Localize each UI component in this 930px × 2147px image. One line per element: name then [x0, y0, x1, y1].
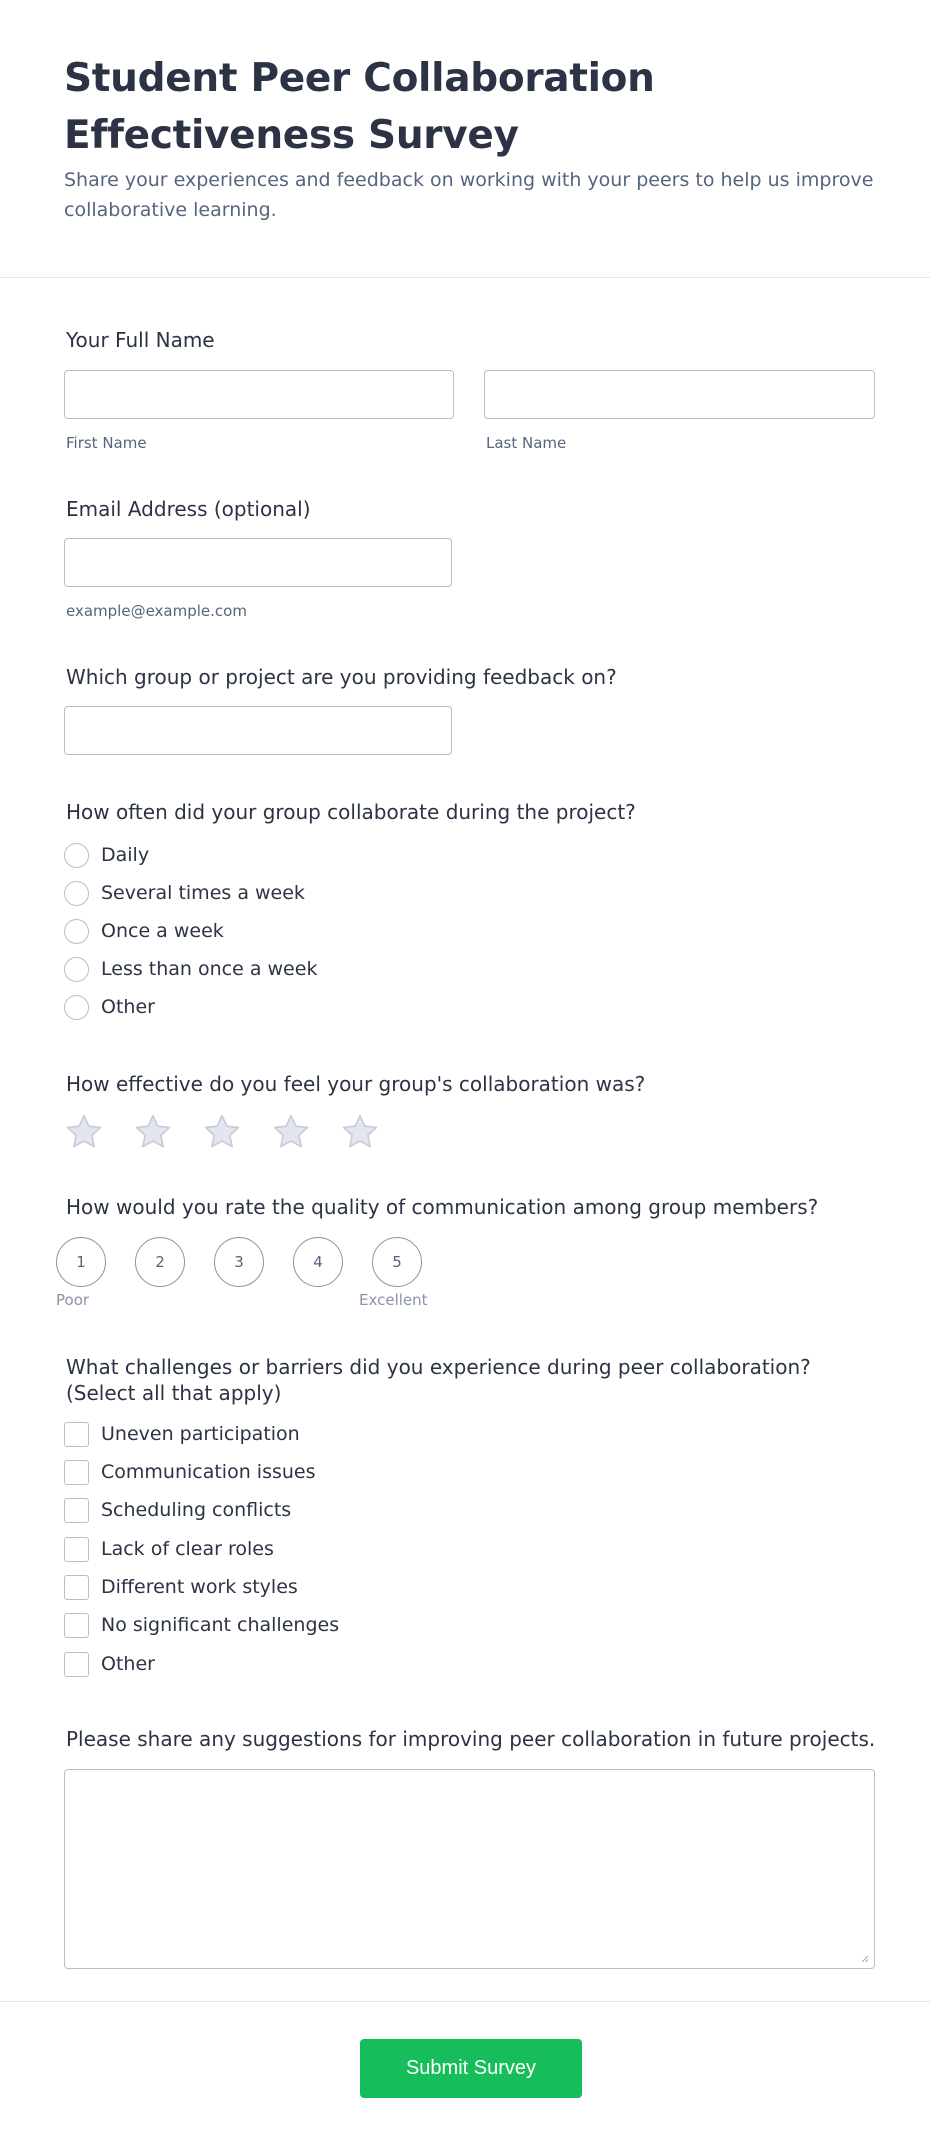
checkbox-label: Scheduling conflicts [101, 1499, 292, 1521]
page-title: Student Peer Collaboration Effectiveness Survey [64, 56, 655, 158]
radio-option-other[interactable] [64, 993, 155, 1021]
radio-option-daily[interactable] [64, 841, 149, 869]
checkbox[interactable] [64, 1422, 89, 1447]
scale-high-caption: Excellent [359, 1291, 428, 1309]
group-input[interactable] [64, 706, 452, 755]
checkbox-label: Communication issues [101, 1461, 316, 1483]
checkbox-option-communication-issues[interactable] [64, 1458, 316, 1486]
challenges-label: What challenges or barriers did you experience during peer collaboration? (Select all that apply) [66, 1355, 811, 1405]
radio-label: Daily [101, 844, 150, 866]
checkbox-option-uneven-participation[interactable] [64, 1420, 300, 1448]
scale-option-5[interactable]: 5 [372, 1237, 422, 1287]
checkbox-option-lack-of-roles[interactable] [64, 1535, 274, 1563]
checkbox[interactable] [64, 1575, 89, 1600]
checkbox[interactable] [64, 1652, 89, 1677]
star-icon[interactable] [133, 1112, 173, 1152]
checkbox-option-other[interactable] [64, 1650, 155, 1678]
suggestions-label: Please share any suggestions for improving peer collaboration in future projects. [66, 1727, 876, 1751]
resize-handle-icon[interactable] [860, 1954, 869, 1963]
checkbox-label: Uneven participation [101, 1423, 300, 1445]
scale-option-1[interactable]: 1 [56, 1237, 106, 1287]
footer-divider [0, 2001, 930, 2002]
scale-low-caption: Poor [56, 1291, 90, 1309]
frequency-label: How often did your group collaborate during the project? [66, 800, 636, 824]
star-icon[interactable] [340, 1112, 380, 1152]
radio-option-less-than-weekly[interactable] [64, 955, 317, 983]
radio-label: Once a week [101, 920, 224, 942]
checkbox[interactable] [64, 1537, 89, 1562]
checkbox-option-scheduling-conflicts[interactable] [64, 1496, 291, 1524]
effectiveness-label: How effective do you feel your group's collaboration was? [66, 1072, 646, 1096]
submit-button[interactable]: Submit Survey [360, 2039, 582, 2098]
checkbox[interactable] [64, 1460, 89, 1485]
checkbox-option-no-challenges[interactable] [64, 1611, 339, 1639]
first-name-input[interactable] [64, 370, 454, 419]
radio-button[interactable] [64, 919, 89, 944]
star-icon[interactable] [64, 1112, 104, 1152]
communication-label: How would you rate the quality of communication among group members? [66, 1195, 819, 1219]
checkbox-label: No significant challenges [101, 1614, 340, 1636]
checkbox[interactable] [64, 1613, 89, 1638]
first-name-sublabel: First Name [66, 434, 147, 452]
checkbox-label: Lack of clear roles [101, 1538, 274, 1560]
checkbox-option-work-styles[interactable] [64, 1573, 298, 1601]
radio-button[interactable] [64, 995, 89, 1020]
checkbox-label: Different work styles [101, 1576, 298, 1598]
radio-label: Less than once a week [101, 958, 318, 980]
radio-label: Several times a week [101, 882, 305, 904]
group-label: Which group or project are you providing feedback on? [66, 665, 617, 689]
page-subtitle: Share your experiences and feedback on working with your peers to help us improve collaborative learning. [64, 169, 874, 221]
radio-option-several-times[interactable] [64, 879, 305, 907]
checkbox-label: Other [101, 1653, 155, 1675]
last-name-input[interactable] [484, 370, 875, 419]
star-icon[interactable] [271, 1112, 311, 1152]
radio-button[interactable] [64, 843, 89, 868]
form-header [0, 0, 930, 278]
checkbox[interactable] [64, 1498, 89, 1523]
scale-option-2[interactable]: 2 [135, 1237, 185, 1287]
radio-option-once-a-week[interactable] [64, 917, 224, 945]
email-input[interactable] [64, 538, 452, 587]
email-sublabel: example@example.com [66, 602, 247, 620]
suggestions-textarea[interactable] [64, 1769, 875, 1969]
radio-button[interactable] [64, 881, 89, 906]
email-label: Email Address (optional) [66, 497, 311, 521]
radio-label: Other [101, 996, 155, 1018]
star-icon[interactable] [202, 1112, 242, 1152]
last-name-sublabel: Last Name [486, 434, 567, 452]
radio-button[interactable] [64, 957, 89, 982]
scale-option-4[interactable]: 4 [293, 1237, 343, 1287]
scale-option-3[interactable]: 3 [214, 1237, 264, 1287]
full-name-label: Your Full Name [66, 328, 215, 352]
